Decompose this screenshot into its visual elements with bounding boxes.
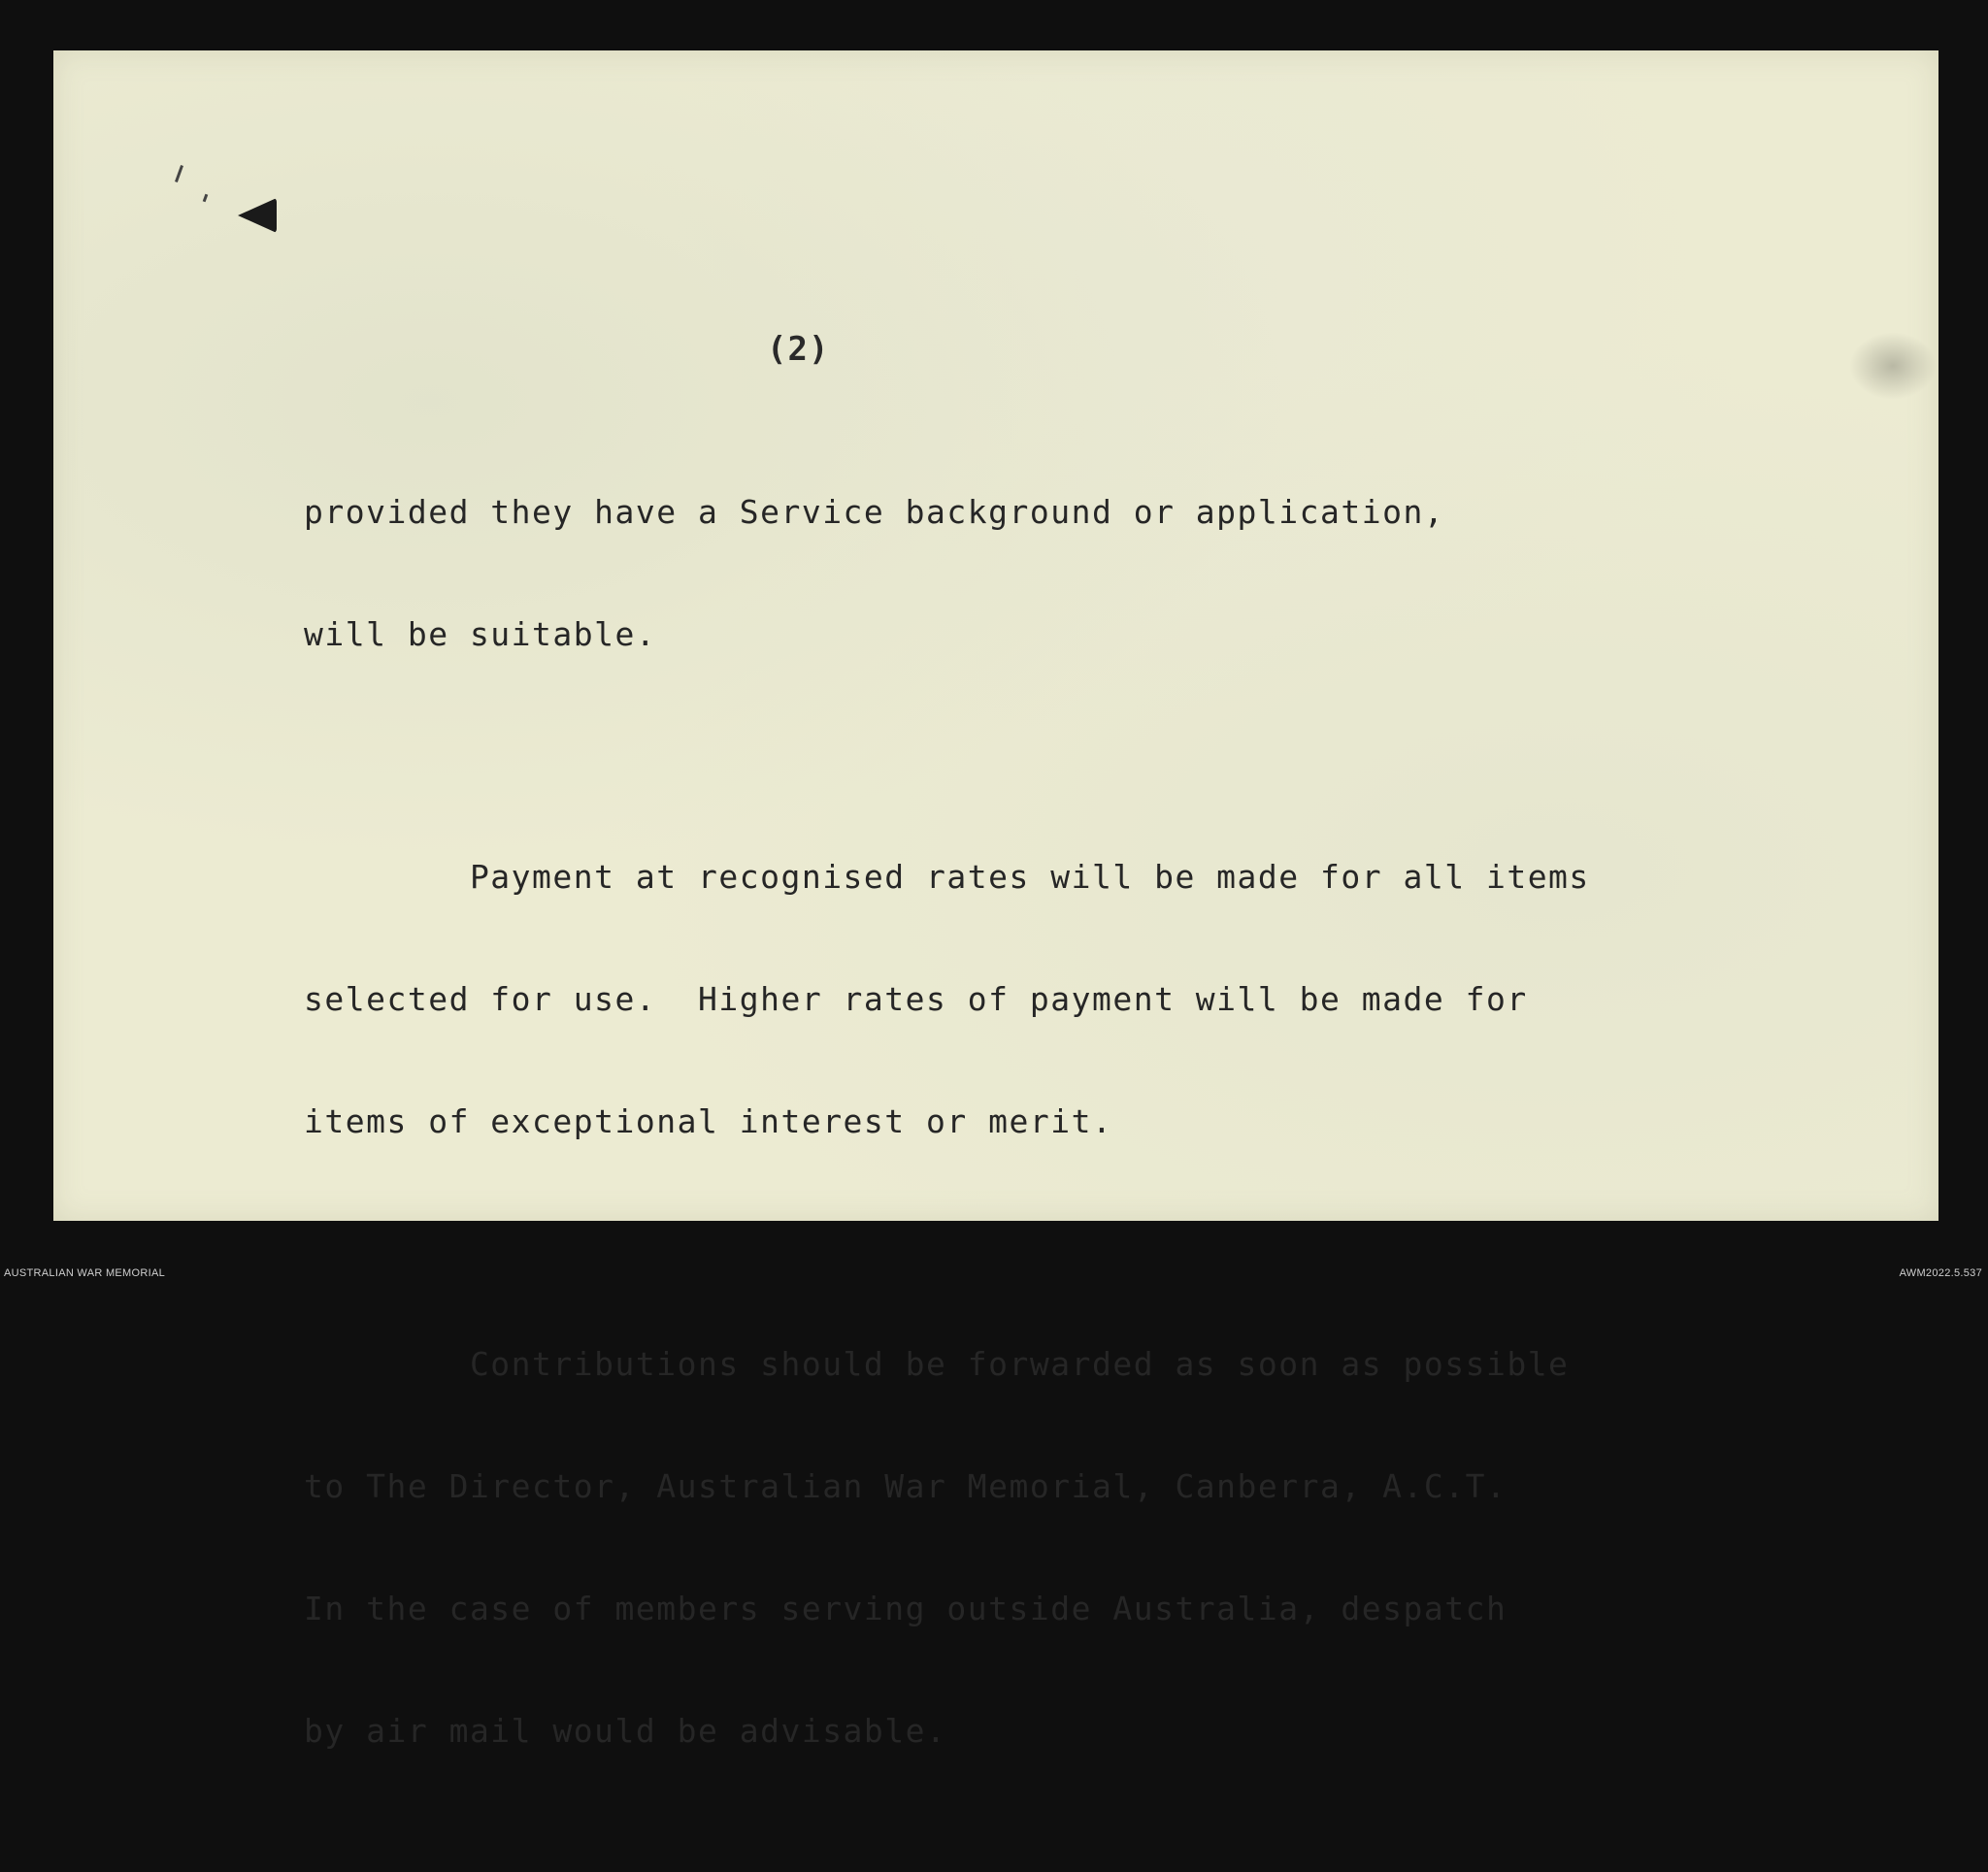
paragraph-2 (304, 775, 1760, 1224)
ink-smudge (1849, 332, 1937, 400)
text-line: Contributions should be forwarded as soon as possible (304, 1345, 1570, 1383)
text-line: Payment at recognised rates will be made for all items (304, 858, 1590, 896)
text-line: by air mail would be advisable. (304, 1712, 947, 1750)
page-number: (2) (767, 330, 830, 369)
text-line: will be suitable. (304, 615, 657, 653)
text-line: selected for use. Higher rates of payment will be made for (304, 980, 1528, 1018)
paper-mark (203, 194, 209, 203)
footer-institution: AUSTRALIAN WAR MEMORIAL (4, 1267, 166, 1279)
paragraph-1 (304, 411, 1760, 737)
document-body (304, 411, 1760, 1872)
paragraph-3 (304, 1263, 1760, 1833)
text-line: provided they have a Service background or application, (304, 493, 1445, 531)
footer-accession-number: AWM2022.5.537 (1899, 1267, 1982, 1279)
punch-hole (238, 198, 277, 233)
text-line: items of exceptional interest or merit. (304, 1102, 1113, 1140)
paper-mark (175, 165, 183, 182)
text-line: In the case of members serving outside Australia, despatch (304, 1590, 1508, 1627)
text-line: to The Director, Australian War Memorial, Canberra, A.C.T. (304, 1467, 1508, 1505)
